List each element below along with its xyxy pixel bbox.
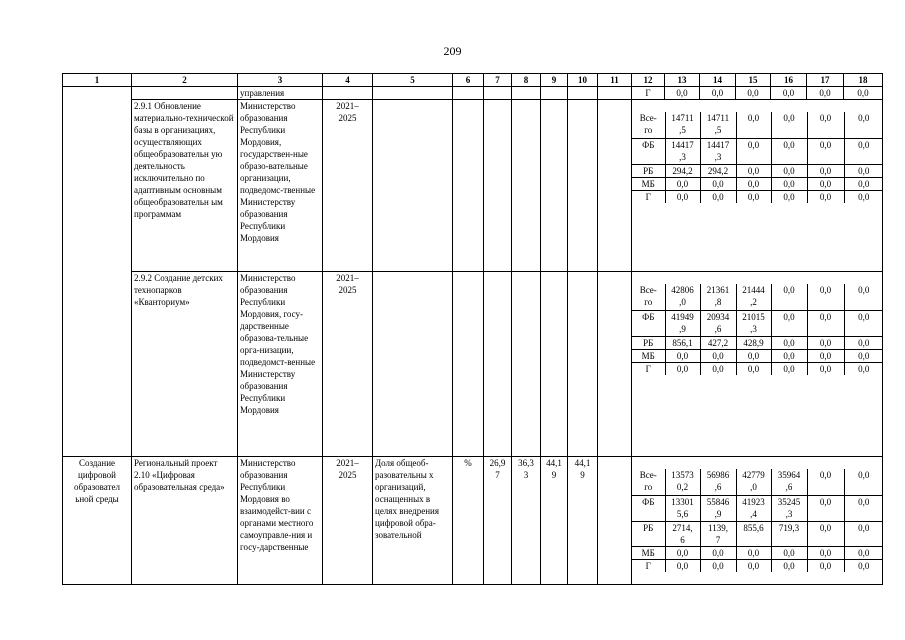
fin-value: 42779 ,0	[736, 469, 771, 495]
fin-value: 0,0	[736, 112, 771, 138]
fin-value: 0,0	[700, 546, 736, 559]
indicator-value: 36,3 3	[512, 457, 541, 585]
fin-value: 0,0	[665, 177, 700, 190]
fin-value: 0,0	[807, 284, 844, 310]
financing-row	[632, 546, 883, 559]
fin-value: 0,0	[736, 138, 771, 164]
header-cell: 10	[568, 74, 598, 87]
measure-name: Региональный проект 2.10 «Цифровая образовательная среда»	[132, 457, 238, 585]
executor-cell: управления	[238, 87, 323, 100]
fin-value: 0,0	[771, 546, 807, 559]
fin-value: 0,0	[665, 559, 700, 572]
fin-value: 0,0	[807, 177, 844, 190]
fin-value: 0,0	[736, 362, 771, 375]
budget-table	[62, 73, 883, 585]
fin-source: МБ	[632, 546, 665, 559]
fin-value: 0,0	[771, 284, 807, 310]
fin-value: 0,0	[844, 469, 883, 495]
indicator-value: 26,9 7	[484, 457, 512, 585]
financing-row	[632, 362, 883, 375]
fin-value: 0,0	[771, 310, 807, 336]
fin-value: 41949 ,9	[665, 310, 700, 336]
fin-value: 0,0	[844, 138, 883, 164]
header-cell: 7	[484, 74, 512, 87]
header-cell: 8	[512, 74, 541, 87]
fin-value: 0,0	[858, 191, 870, 202]
fin-value: 0,0	[700, 190, 736, 203]
financing-row	[632, 177, 883, 190]
financing-table	[632, 284, 883, 375]
financing-row	[632, 349, 883, 362]
fin-value: 0,0	[807, 349, 844, 362]
financing-row	[632, 495, 883, 521]
fin-value: 0,0	[858, 363, 870, 374]
fin-value: 14417 ,3	[700, 138, 736, 164]
fin-value: 0,0	[771, 190, 807, 203]
fin-value: 0,0	[736, 87, 771, 100]
financing-row	[632, 521, 883, 546]
fin-source: РБ	[632, 164, 665, 177]
fin-value: 1139, 7	[700, 521, 736, 546]
header-cell: 11	[598, 74, 632, 87]
executor-cell: Министерство образования Республики Мордовия, госу-дарственные образова-тельные орга-низации, подведомст-венные Министерству образования Республики Мордовия	[238, 272, 323, 457]
fin-value: 0,0	[771, 559, 807, 572]
fin-value: 0,0	[700, 87, 736, 100]
header-cell: 14	[700, 74, 736, 87]
fin-value: 719,3	[771, 521, 807, 546]
fin-value: 13301 5,6	[665, 495, 700, 521]
fin-value: 0,0	[807, 362, 844, 375]
header-cell: 13	[665, 74, 700, 87]
measure-name: 2.9.2 Создание детских технопарков «Кванториум»	[132, 272, 238, 457]
fin-value: 2714, 6	[665, 521, 700, 546]
fin-value: 42806 ,0	[665, 284, 700, 310]
fin-source: МБ	[632, 177, 665, 190]
fin-value: 0,0	[771, 362, 807, 375]
financing-block	[632, 100, 883, 272]
fin-value: 0,0	[844, 164, 883, 177]
fin-value: 0,0	[700, 362, 736, 375]
fin-value: 0,0	[858, 560, 870, 571]
fin-value: 0,0	[807, 87, 844, 100]
table-row	[63, 87, 883, 100]
fin-value: 55846 ,9	[700, 495, 736, 521]
period-cell: 2021– 2025	[323, 100, 373, 272]
executor-cell: Министерство образования Республики Мордовия во взаимодейст-вии с органами местного самоуправле-ния и госу-дарственные	[238, 457, 323, 585]
fin-value: 0,0	[736, 349, 771, 362]
fin-value: 0,0	[665, 349, 700, 362]
fin-value: 428,9	[736, 336, 771, 349]
financing-row	[632, 469, 883, 495]
fin-value: 56986 ,6	[700, 469, 736, 495]
indicator-value: 44,1 9	[568, 457, 598, 585]
fin-value: 14417 ,3	[665, 138, 700, 164]
fin-value: 21015 ,3	[736, 310, 771, 336]
fin-value: 0,0	[700, 177, 736, 190]
fin-value: 0,0	[700, 559, 736, 572]
fin-value: 0,0	[736, 190, 771, 203]
fin-value: 0,0	[665, 362, 700, 375]
fin-value: 0,0	[807, 336, 844, 349]
financing-row	[632, 138, 883, 164]
header-cell: 9	[541, 74, 568, 87]
financing-row	[632, 336, 883, 349]
fin-source: Г	[632, 362, 665, 375]
fin-value: 294,2	[665, 164, 700, 177]
header-cell: 3	[238, 74, 323, 87]
fin-value: 0,0	[807, 310, 844, 336]
fin-value: 0,0	[844, 495, 883, 521]
fin-source: ФБ	[632, 495, 665, 521]
executor-cell: Министерство образования Республики Мордовия, государствен-ные образо-вательные организации, подведомс-твенные Министерству образования Республики Мордовия	[238, 100, 323, 272]
fin-source: ФБ	[632, 138, 665, 164]
header-cell: 17	[807, 74, 844, 87]
fin-value: 0,0	[807, 138, 844, 164]
fin-value: 0,0	[771, 349, 807, 362]
fin-value: 41923 ,4	[736, 495, 771, 521]
fin-value: 0,0	[807, 546, 844, 559]
fin-value: 0,0	[736, 546, 771, 559]
fin-source: МБ	[632, 349, 665, 362]
fin-value: 0,0	[844, 284, 883, 310]
header-row	[63, 74, 883, 87]
fin-value: 0,0	[771, 138, 807, 164]
financing-block	[632, 272, 883, 457]
fin-value: 0,0	[807, 112, 844, 138]
fin-source: Г	[632, 559, 665, 572]
fin-value: 855,6	[736, 521, 771, 546]
header-cell: 18	[844, 74, 883, 87]
section-title: Создание цифровой образовател ьной среды	[63, 457, 132, 585]
fin-value: 0,0	[807, 559, 844, 572]
financing-table	[632, 469, 883, 572]
header-cell: 4	[323, 74, 373, 87]
fin-value: 14711 ,5	[665, 112, 700, 138]
fin-source: Все- го	[632, 284, 665, 310]
fin-value: 0,0	[736, 559, 771, 572]
fin-value: 0,0	[736, 164, 771, 177]
indicator-value: 44,1 9	[541, 457, 568, 585]
fin-value: 0,0	[844, 177, 883, 190]
financing-row	[632, 284, 883, 310]
header-cell: 16	[771, 74, 807, 87]
period-cell: 2021– 2025	[323, 457, 373, 585]
section-cell	[63, 87, 132, 457]
fin-value: 294,2	[700, 164, 736, 177]
fin-value: 21444 ,2	[736, 284, 771, 310]
header-cell: 12	[632, 74, 665, 87]
fin-value: 0,0	[665, 190, 700, 203]
unit-cell: %	[453, 457, 484, 585]
fin-value: 0,0	[807, 495, 844, 521]
fin-source: Г	[632, 87, 665, 100]
table-row	[63, 100, 883, 272]
measure-name: 2.9.1 Обновление материально-технической базы в организациях, осуществляющих общеобразовательн ую деятельность исключительно по адаптивным основным общеобразовательн ым программам	[132, 100, 238, 272]
fin-value: 0,0	[844, 310, 883, 336]
fin-source: Все- го	[632, 469, 665, 495]
fin-value: 0,0	[807, 164, 844, 177]
table-row	[63, 272, 883, 457]
indicator-cell: Доля общеоб-разовательны х организаций, оснащенных в целях внедрения цифровой обра-зовательной	[373, 457, 453, 585]
fin-value: 0,0	[844, 87, 883, 100]
fin-value: 0,0	[807, 521, 844, 546]
financing-block	[632, 457, 883, 585]
fin-value: 427,2	[700, 336, 736, 349]
fin-value: 856,1	[665, 336, 700, 349]
period-cell: 2021– 2025	[323, 272, 373, 457]
financing-row	[632, 112, 883, 138]
fin-source: Г	[632, 190, 665, 203]
fin-value: 13573 0,2	[665, 469, 700, 495]
fin-value: 0,0	[665, 87, 700, 100]
financing-row	[632, 559, 883, 572]
fin-source: РБ	[632, 521, 665, 546]
header-cell: 2	[132, 74, 238, 87]
fin-value: 0,0	[700, 349, 736, 362]
fin-value: 0,0	[771, 112, 807, 138]
fin-value: 0,0	[844, 112, 883, 138]
financing-row	[632, 190, 883, 203]
fin-value: 0,0	[771, 87, 807, 100]
header-cell: 5	[373, 74, 453, 87]
fin-value: 21361 ,8	[700, 284, 736, 310]
financing-table	[632, 112, 883, 203]
fin-value: 0,0	[771, 164, 807, 177]
fin-value: 0,0	[736, 177, 771, 190]
fin-value: 20934 ,6	[700, 310, 736, 336]
header-cell: 1	[63, 74, 132, 87]
financing-row	[632, 164, 883, 177]
fin-value: 0,0	[771, 177, 807, 190]
fin-value: 0,0	[844, 546, 883, 559]
fin-value: 35245 ,3	[771, 495, 807, 521]
fin-value: 0,0	[665, 546, 700, 559]
fin-source: РБ	[632, 336, 665, 349]
fin-value: 0,0	[844, 349, 883, 362]
fin-value: 35964 ,6	[771, 469, 807, 495]
fin-source: ФБ	[632, 310, 665, 336]
header-cell: 15	[736, 74, 771, 87]
financing-row	[632, 310, 883, 336]
fin-value: 14711 ,5	[700, 112, 736, 138]
table-row	[63, 457, 883, 585]
fin-source: Все- го	[632, 112, 665, 138]
page-number: 209	[443, 44, 462, 58]
fin-value: 0,0	[844, 336, 883, 349]
fin-value: 0,0	[771, 336, 807, 349]
header-cell: 6	[453, 74, 484, 87]
fin-value: 0,0	[844, 521, 883, 546]
fin-value: 0,0	[807, 190, 844, 203]
fin-value: 0,0	[807, 469, 844, 495]
